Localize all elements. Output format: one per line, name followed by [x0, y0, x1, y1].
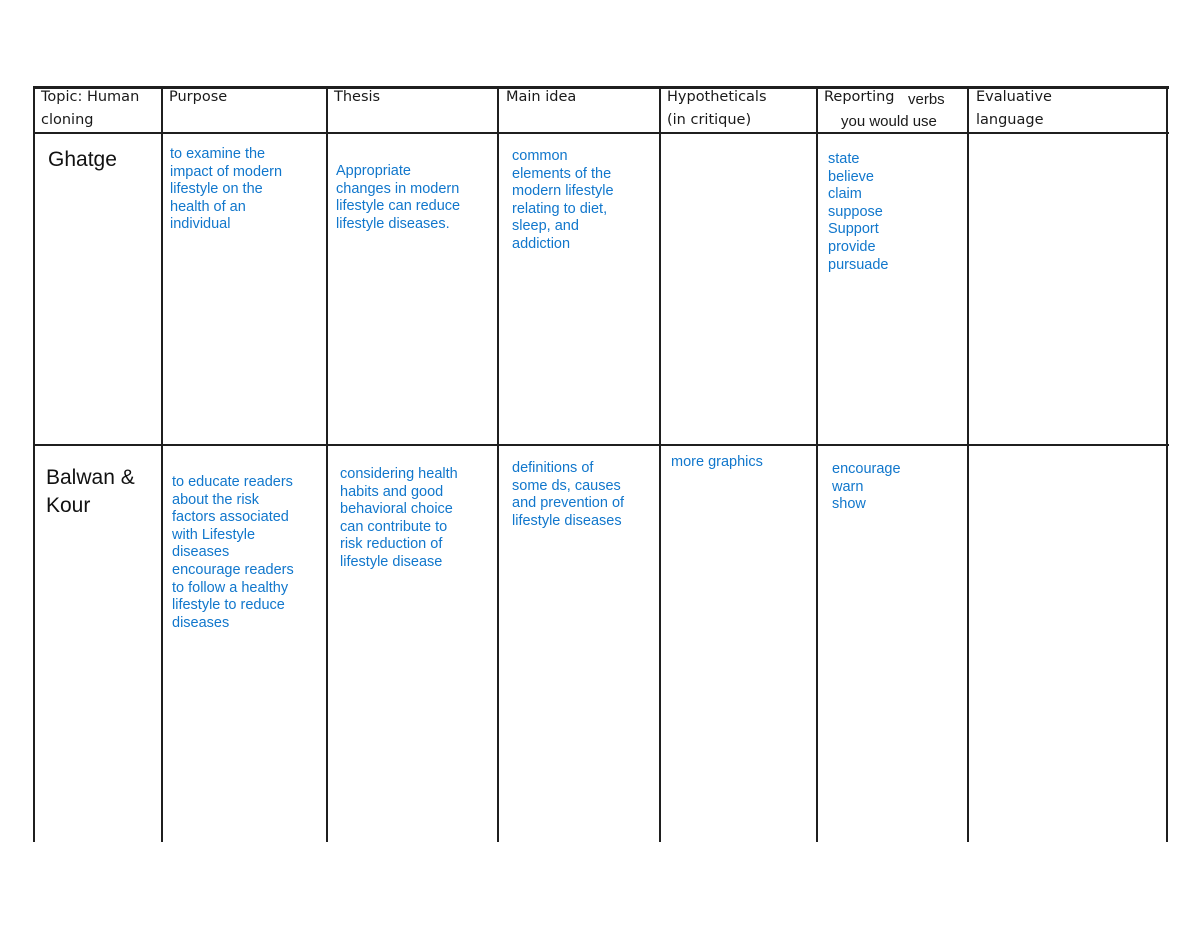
note-line: more graphics	[671, 454, 763, 470]
note-line: encourage	[832, 461, 901, 477]
header-reporting-verbs-part2: verbs	[908, 91, 945, 108]
note-line: believe	[828, 168, 874, 185]
note-line: can contribute to	[340, 518, 448, 535]
header-main-idea: Main idea	[506, 89, 577, 105]
note-line: considering health	[340, 466, 458, 482]
column-divider	[326, 86, 328, 842]
column-divider	[33, 86, 35, 842]
note-line: definitions of	[512, 460, 594, 476]
row-divider	[33, 444, 1169, 446]
note-line: lifestyle diseases	[512, 512, 622, 529]
header-thesis: Thesis	[334, 89, 381, 105]
note-line: elements of the	[512, 165, 612, 182]
column-divider	[816, 86, 818, 842]
note-line: diseases	[172, 614, 230, 631]
note-line: health of an	[170, 198, 246, 215]
main-idea-note	[512, 460, 624, 530]
note-line: lifestyle disease	[340, 553, 443, 570]
note-line: show	[832, 496, 866, 513]
source-name: Ghatge	[48, 148, 117, 171]
purpose-note	[172, 474, 294, 632]
header-evaluative-language: Evaluative language	[976, 89, 1052, 128]
note-line: claim	[828, 186, 862, 203]
header-purpose: Purpose	[169, 89, 228, 105]
main-idea-note	[512, 148, 614, 254]
note-line: to educate readers	[172, 474, 293, 490]
note-line: impact of modern	[170, 163, 283, 180]
note-line: lifestyle can reduce	[336, 198, 461, 215]
reporting-verbs-note	[828, 151, 888, 274]
column-divider	[659, 86, 661, 842]
note-line: lifestyle to reduce	[172, 597, 285, 614]
purpose-note	[170, 146, 282, 234]
note-line: state	[828, 151, 860, 167]
note-line: individual	[170, 216, 231, 233]
header-hypotheticals: Hypotheticals (in critique)	[667, 89, 767, 128]
note-line: Appropriate	[336, 163, 411, 179]
column-divider	[967, 86, 969, 842]
header-reporting-verbs-part1: Reporting	[824, 89, 895, 105]
note-line: behavioral choice	[340, 501, 453, 518]
note-line: provide	[828, 238, 876, 255]
column-divider	[161, 86, 163, 842]
source-name: Balwan & Kour	[46, 466, 135, 517]
note-line: modern lifestyle	[512, 183, 614, 200]
reporting-verbs-note	[832, 461, 901, 514]
thesis-note	[336, 163, 460, 233]
note-line: lifestyle diseases.	[336, 215, 450, 232]
note-line: pursuade	[828, 256, 889, 273]
note-line: common	[512, 148, 568, 164]
note-line: warn	[832, 478, 864, 495]
note-line: to follow a healthy	[172, 579, 289, 596]
note-line: changes in modern	[336, 180, 460, 197]
note-line: suppose	[828, 203, 883, 220]
note-line: encourage readers	[172, 561, 294, 578]
column-divider	[497, 86, 499, 842]
hypotheticals-note	[671, 454, 763, 472]
note-line: diseases	[172, 544, 230, 561]
note-line: factors associated	[172, 509, 289, 526]
note-line: addiction	[512, 235, 571, 252]
note-line: Support	[828, 221, 879, 238]
note-line: sleep, and	[512, 218, 579, 235]
note-line: about the risk	[172, 491, 260, 508]
note-line: lifestyle on the	[170, 181, 263, 198]
header-topic: Topic: Human cloning	[41, 89, 140, 128]
header-reporting-verbs-part3: you would use	[841, 113, 937, 130]
note-line: habits and good	[340, 483, 444, 500]
note-line: with Lifestyle	[172, 526, 256, 543]
thesis-note	[340, 466, 458, 572]
note-line: risk reduction of	[340, 536, 443, 553]
note-line: and prevention of	[512, 495, 625, 512]
note-line: some ds, causes	[512, 477, 621, 494]
note-line: to examine the	[170, 146, 266, 162]
column-divider	[1166, 86, 1168, 842]
header-bottom-border	[33, 132, 1169, 134]
note-line: relating to diet,	[512, 200, 608, 217]
